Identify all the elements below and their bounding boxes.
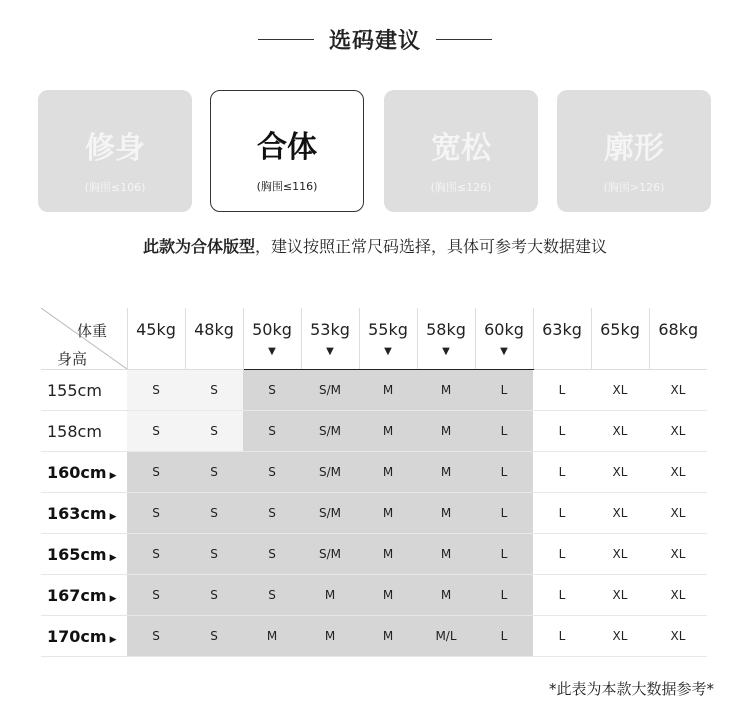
size-cell: XL bbox=[591, 616, 649, 657]
size-cell: XL bbox=[649, 575, 707, 616]
size-cell: S bbox=[185, 370, 243, 411]
weight-header-row bbox=[41, 308, 707, 370]
size-cell: S bbox=[127, 452, 185, 493]
size-cell: XL bbox=[591, 493, 649, 534]
height-value: 167cm bbox=[47, 585, 107, 605]
size-cell: XL bbox=[591, 534, 649, 575]
size-cell: L bbox=[533, 616, 591, 657]
play-marker-icon: ▶ bbox=[109, 470, 117, 481]
size-cell: M bbox=[359, 616, 417, 657]
size-cell: L bbox=[475, 575, 533, 616]
height-cell bbox=[41, 616, 127, 657]
table-corner bbox=[41, 308, 127, 370]
size-cell: L bbox=[475, 493, 533, 534]
size-cell: M bbox=[359, 534, 417, 575]
size-cell: XL bbox=[649, 493, 707, 534]
weight-header-cell bbox=[359, 308, 417, 370]
weight-header-cell bbox=[591, 308, 649, 370]
weight-value: 63kg bbox=[542, 320, 582, 339]
down-arrow-icon: ▼ bbox=[326, 346, 334, 357]
weight-value: 60kg bbox=[484, 320, 524, 339]
height-cell bbox=[41, 534, 127, 575]
size-cell: S/M bbox=[301, 493, 359, 534]
size-cell: S/M bbox=[301, 370, 359, 411]
size-cell: M bbox=[417, 493, 475, 534]
size-cell: M bbox=[417, 452, 475, 493]
fit-card-regular[interactable] bbox=[210, 90, 364, 212]
size-cell: XL bbox=[591, 452, 649, 493]
table-row bbox=[41, 616, 707, 657]
down-arrow-icon: ▼ bbox=[384, 346, 392, 357]
fit-card-chest: (胸围≤116) bbox=[256, 180, 318, 193]
size-cell: L bbox=[475, 616, 533, 657]
weight-value: 50kg bbox=[252, 320, 292, 339]
height-cell bbox=[41, 411, 127, 452]
height-cell bbox=[41, 452, 127, 493]
size-cell: S bbox=[185, 493, 243, 534]
play-marker-icon: ▶ bbox=[109, 511, 117, 522]
size-cell: M bbox=[359, 411, 417, 452]
size-cell: S bbox=[185, 452, 243, 493]
size-cell: M bbox=[359, 493, 417, 534]
size-cell: S bbox=[243, 452, 301, 493]
fit-card-loose[interactable] bbox=[384, 90, 538, 212]
height-value: 155cm bbox=[47, 380, 102, 400]
weight-value: 53kg bbox=[310, 320, 350, 339]
size-cell: M bbox=[417, 411, 475, 452]
size-cell: S bbox=[127, 493, 185, 534]
height-value: 158cm bbox=[47, 421, 102, 441]
title-divider-right bbox=[436, 39, 492, 40]
fit-card-chest: (胸围≤126) bbox=[430, 181, 492, 194]
size-cell: M bbox=[359, 370, 417, 411]
size-cell: S bbox=[127, 411, 185, 452]
size-cell: M bbox=[301, 575, 359, 616]
size-cell: S bbox=[185, 616, 243, 657]
height-cell bbox=[41, 575, 127, 616]
table-row bbox=[41, 534, 707, 575]
weight-value: 68kg bbox=[658, 320, 699, 339]
fit-card-name: 修身 bbox=[85, 131, 145, 166]
weight-header-cell bbox=[301, 308, 359, 370]
play-marker-icon: ▶ bbox=[109, 593, 117, 604]
size-cell: M bbox=[417, 534, 475, 575]
page-title: 选码建议 bbox=[328, 29, 421, 54]
size-cell: S bbox=[243, 534, 301, 575]
fit-recommendation-note bbox=[0, 234, 750, 257]
height-value: 170cm bbox=[47, 626, 107, 646]
size-cell: L bbox=[475, 370, 533, 411]
size-cell: XL bbox=[649, 452, 707, 493]
table-row bbox=[41, 370, 707, 411]
size-cell: S bbox=[127, 575, 185, 616]
fit-card-chest: (胸围≤106) bbox=[84, 181, 146, 194]
size-cell: L bbox=[533, 575, 591, 616]
height-value: 163cm bbox=[47, 503, 107, 523]
size-cell: L bbox=[475, 534, 533, 575]
fit-card-oversized[interactable] bbox=[557, 90, 711, 212]
size-chart-table bbox=[41, 308, 707, 657]
table-row bbox=[41, 411, 707, 452]
size-cell: XL bbox=[591, 575, 649, 616]
fit-note-rest: ，建议按照正常尺码选择，具体可参考大数据建议 bbox=[255, 237, 608, 256]
size-cell: M bbox=[359, 452, 417, 493]
weight-header-cell bbox=[417, 308, 475, 370]
play-marker-icon: ▶ bbox=[109, 552, 117, 563]
height-value: 160cm bbox=[47, 462, 107, 482]
size-cell: S/M bbox=[301, 411, 359, 452]
size-cell: S/M bbox=[301, 452, 359, 493]
size-cell: S bbox=[185, 575, 243, 616]
height-axis-label: 身高 bbox=[57, 350, 88, 368]
weight-value: 55kg bbox=[368, 320, 408, 339]
size-cell: L bbox=[533, 534, 591, 575]
table-row bbox=[41, 452, 707, 493]
height-cell bbox=[41, 370, 127, 411]
size-cell: L bbox=[533, 493, 591, 534]
weight-value: 65kg bbox=[600, 320, 640, 339]
size-cell: M bbox=[301, 616, 359, 657]
weight-header-cell bbox=[533, 308, 591, 370]
table-row bbox=[41, 575, 707, 616]
down-arrow-icon: ▼ bbox=[442, 346, 450, 357]
size-cell: S bbox=[243, 575, 301, 616]
fit-card-name: 宽松 bbox=[431, 131, 491, 166]
size-cell: L bbox=[533, 411, 591, 452]
size-cell: S bbox=[127, 370, 185, 411]
height-value: 165cm bbox=[47, 544, 107, 564]
size-cell: M bbox=[417, 370, 475, 411]
section-header bbox=[0, 22, 750, 56]
size-cell: XL bbox=[649, 616, 707, 657]
size-cell: S bbox=[127, 616, 185, 657]
size-cell: M bbox=[359, 575, 417, 616]
size-cell: M/L bbox=[417, 616, 475, 657]
weight-axis-label: 体重 bbox=[77, 322, 108, 340]
size-cell: S bbox=[243, 370, 301, 411]
size-cell: XL bbox=[649, 411, 707, 452]
size-cell: XL bbox=[649, 534, 707, 575]
footnote: *此表为本款大数据参考* bbox=[548, 680, 714, 698]
size-cell: S bbox=[185, 411, 243, 452]
size-cell: XL bbox=[591, 411, 649, 452]
size-cell: S/M bbox=[301, 534, 359, 575]
weight-header-cell bbox=[127, 308, 185, 370]
weight-header-cell bbox=[185, 308, 243, 370]
table-row bbox=[41, 493, 707, 534]
size-cell: S bbox=[243, 493, 301, 534]
fit-card-name: 合体 bbox=[257, 130, 317, 165]
size-cell: M bbox=[417, 575, 475, 616]
weight-value: 45kg bbox=[136, 320, 176, 339]
fit-card-chest: (胸围>126) bbox=[603, 181, 665, 194]
size-cell: L bbox=[533, 370, 591, 411]
size-cell: XL bbox=[649, 370, 707, 411]
size-cell: S bbox=[127, 534, 185, 575]
size-cell: L bbox=[475, 452, 533, 493]
size-cell: L bbox=[475, 411, 533, 452]
size-cell: XL bbox=[591, 370, 649, 411]
weight-header-cell bbox=[649, 308, 707, 370]
size-cell: L bbox=[533, 452, 591, 493]
down-arrow-icon: ▼ bbox=[268, 346, 276, 357]
weight-value: 58kg bbox=[426, 320, 466, 339]
fit-card-slim[interactable] bbox=[38, 90, 192, 212]
fit-card-name: 廓形 bbox=[604, 131, 664, 166]
size-cell: S bbox=[185, 534, 243, 575]
fit-note-bold: 此款为合体版型 bbox=[142, 237, 255, 256]
down-arrow-icon: ▼ bbox=[500, 346, 508, 357]
size-cell: S bbox=[243, 411, 301, 452]
height-cell bbox=[41, 493, 127, 534]
size-cell: M bbox=[243, 616, 301, 657]
weight-value: 48kg bbox=[194, 320, 234, 339]
play-marker-icon: ▶ bbox=[109, 634, 117, 645]
weight-header-cell bbox=[475, 308, 533, 370]
weight-header-cell bbox=[243, 308, 301, 370]
